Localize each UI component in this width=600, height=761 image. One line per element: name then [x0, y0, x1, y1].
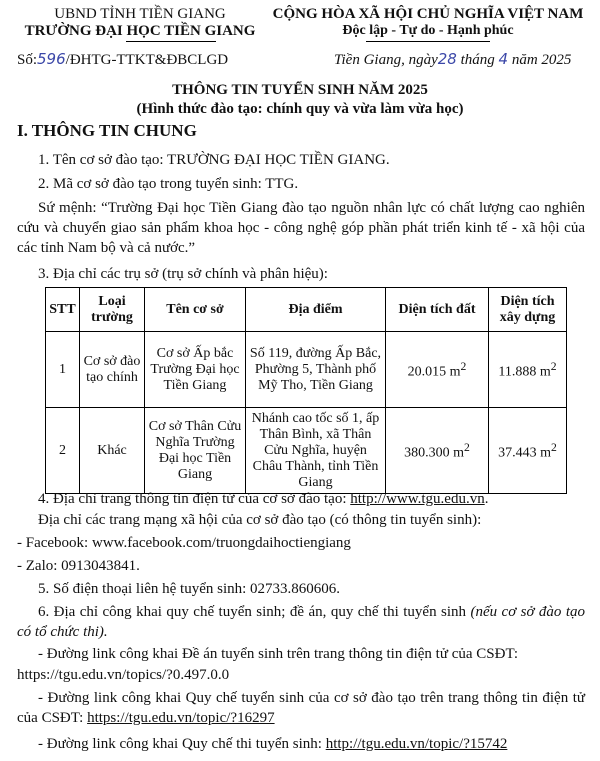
cell-build-area	[489, 332, 567, 408]
motto: Độc lập - Tự do - Hạnh phúc	[342, 23, 514, 38]
cell-name: Cơ sở Thân Cửu Nghĩa Trường Đại học Tiền Giang	[145, 408, 246, 494]
item-2: 2. Mã cơ sở đào tạo trong tuyển sinh: TTG.	[38, 176, 299, 192]
date-day-handwritten: 28	[437, 50, 457, 68]
link-2-text: - Đường link công khai Quy chế tuyển sinh của cơ sở đào tạo trên trang thông tin điện tử của CSĐT:	[17, 690, 585, 726]
item-6-text: 6. Địa chỉ công khai quy chế tuyển sinh; đề án, quy chế thi tuyển sinh	[38, 604, 471, 620]
link-2-url[interactable]: https://tgu.edu.vn/topic/?16297	[87, 710, 275, 726]
build-area-value: 11.888 m	[498, 364, 551, 380]
document-date	[334, 50, 571, 69]
item-5: 5. Số điện thoại liên hệ tuyển sinh: 02733.860606.	[38, 581, 341, 597]
build-area-value: 37.443 m	[498, 445, 552, 461]
unit-superscript: 2	[460, 359, 467, 373]
cell-land-area	[386, 332, 489, 408]
unit-superscript: 2	[464, 440, 470, 454]
date-month-handwritten: 4	[498, 50, 509, 68]
website-link[interactable]: http://www.tgu.edu.vn	[350, 491, 485, 507]
item-6	[17, 602, 585, 642]
item-1: 1. Tên cơ sở đào tạo: TRƯỜNG ĐẠI HỌC TIỀN GIANG.	[38, 152, 390, 168]
section-heading: I. THÔNG TIN CHUNG	[17, 121, 197, 140]
org-name: TRƯỜNG ĐẠI HỌC TIỀN GIANG	[24, 23, 256, 39]
nation-title: CỘNG HÒA XÃ HỘI CHỦ NGHĨA VIỆT NAM	[272, 6, 584, 22]
cell-type: Cơ sở đào tạo chính	[80, 332, 145, 408]
date-place: Tiền Giang, ngày	[334, 52, 438, 68]
cell-address: Nhánh cao tốc số 1, ấp Thân Bình, xã Thân Cửu Nghĩa, huyện Châu Thành, tỉnh Tiền Giang	[246, 408, 386, 494]
link-3-url[interactable]: http://tgu.edu.vn/topic/?15742	[325, 736, 508, 752]
item-3: 3. Địa chỉ các trụ sở (trụ sở chính và phân hiệu):	[38, 266, 328, 282]
campus-table	[45, 287, 567, 494]
date-month-label: tháng	[460, 52, 495, 68]
cell-address: Số 119, đường Ấp Bắc, Phường 5, Thành phố Mỹ Tho, Tiền Giang	[246, 332, 386, 408]
cell-land-area	[386, 408, 489, 494]
col-land-area: Diện tích đất	[386, 288, 489, 332]
zalo-line: - Zalo: 0913043841.	[17, 558, 140, 574]
col-address: Địa điểm	[246, 288, 386, 332]
document-title: THÔNG TIN TUYỂN SINH NĂM 2025	[172, 82, 428, 98]
doc-no-handwritten: 596	[37, 50, 66, 68]
cell-type: Khác	[80, 408, 145, 494]
doc-no-prefix: Số:	[17, 52, 38, 68]
unit-superscript: 2	[550, 359, 557, 373]
land-area-value: 20.015 m	[407, 364, 461, 380]
doc-no-suffix: /ĐHTG-TTKT&ĐBCLGD	[65, 52, 229, 68]
col-build-area: Diện tích xây dựng	[489, 288, 567, 332]
org-underline	[126, 41, 216, 42]
col-stt: STT	[46, 288, 80, 332]
table-row	[46, 332, 567, 408]
mission-statement: Sứ mệnh: “Trường Đại học Tiền Giang đào tạo nguồn nhân lực có chất lượng cao nghiên cứu và chuyển giao sản phẩm khoa học - công nghệ góp phần phát triển kinh tế - xã hội của các tỉnh Nam bộ và cả nước.”	[17, 200, 585, 256]
cell-stt: 1	[46, 332, 80, 408]
date-year: năm 2025	[511, 52, 572, 68]
link-1-text: - Đường link công khai Đề án tuyển sinh trên trang thông tin điện tử của CSĐT:	[38, 646, 519, 662]
document-number	[17, 50, 228, 69]
link-2	[17, 688, 585, 728]
motto-underline	[366, 41, 490, 42]
table-row	[46, 408, 567, 494]
facebook-line: - Facebook: www.facebook.com/truongdaihoctiengiang	[17, 535, 351, 551]
item-4-label: 4. Địa chỉ trang thông tin điện tử của cơ sở đào tạo:	[38, 491, 351, 507]
link-3-text: - Đường link công khai Quy chế thi tuyển sinh:	[38, 736, 326, 752]
cell-build-area	[489, 408, 567, 494]
col-type: Loại trường	[80, 288, 145, 332]
link-3	[38, 734, 507, 754]
item-4	[38, 489, 488, 509]
cell-name: Cơ sở Ấp bắc Trường Đại học Tiền Giang	[145, 332, 246, 408]
item-6-note: (nếu cơ sở đào tạo có tổ chức thi).	[17, 604, 585, 640]
item-4-end: .	[484, 491, 489, 507]
social-intro: Địa chỉ các trang mạng xã hội của cơ sở đào tạo (có thông tin tuyển sinh):	[38, 512, 482, 528]
link-1-url[interactable]: https://tgu.edu.vn/topics/?0.497.0.0	[17, 667, 230, 683]
col-name: Tên cơ sở	[145, 288, 246, 332]
document-subtitle: (Hình thức đào tạo: chính quy và vừa làm vừa học)	[136, 101, 464, 117]
table-header-row	[46, 288, 567, 332]
unit-superscript: 2	[551, 440, 557, 454]
cell-stt: 2	[46, 408, 80, 494]
land-area-value: 380.300 m	[404, 445, 465, 461]
org-parent: UBND TỈNH TIỀN GIANG	[54, 6, 226, 22]
